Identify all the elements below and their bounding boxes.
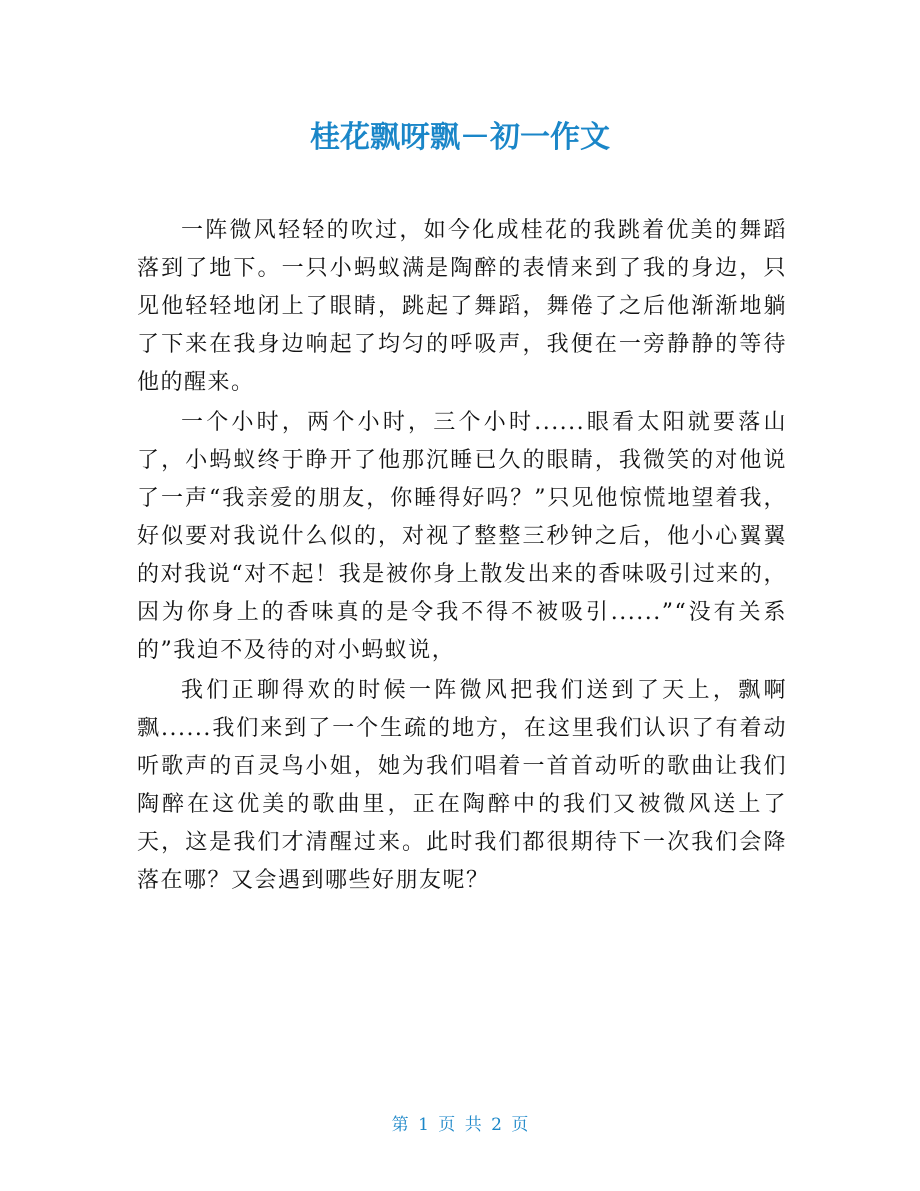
document-title: 桂花飘呀飘－初一作文 <box>310 120 610 155</box>
paragraph-2: 一个小时，两个小时，三个小时......眼看太阳就要落山了，小蚂蚁终于睁开了他那沉睡已久的眼睛，我微笑的对他说了一声“我亲爱的朋友，你睡得好吗？”只见他惊慌地望着我，好似要对我说什么似的，对视了整整三秒钟之后，他小心翼翼的对我说“对不起！我是被你身上散发出来的香味吸引过来的，因为你身上的香味真的是令我不得不被吸引......”“没有关系的”我迫不及待的对小蚂蚁说， <box>137 410 787 663</box>
page-number-footer: 第 1 页 共 2 页 <box>391 1115 529 1135</box>
document-body <box>137 212 787 902</box>
paragraph-3: 我们正聊得欢的时候一阵微风把我们送到了天上，飘啊飘......我们来到了一个生疏的地方，在这里我们认识了有着动听歌声的百灵鸟小姐，她为我们唱着一首首动听的歌曲让我们陶醉在这优美的歌曲里，正在陶醉中的我们又被微风送上了天，这是我们才清醒过来。此时我们都很期待下一次我们会降落在哪？又会遇到哪些好朋友呢？ <box>137 678 787 893</box>
paragraph-1: 一阵微风轻轻的吹过，如今化成桂花的我跳着优美的舞蹈落到了地下。一只小蚂蚁满是陶醉的表情来到了我的身边，只见他轻轻地闭上了眼睛，跳起了舞蹈，舞倦了之后他渐渐地躺了下来在我身边响起了均匀的呼吸声，我便在一旁静静的等待他的醒来。 <box>137 218 787 395</box>
